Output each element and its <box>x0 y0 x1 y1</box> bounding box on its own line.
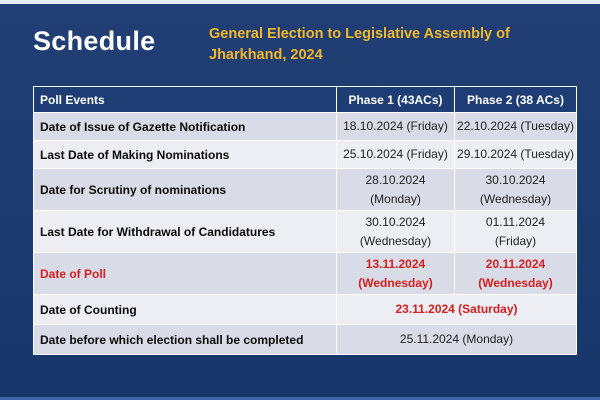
event-label: Date of Counting <box>34 295 337 325</box>
combined-value: 25.11.2024 (Monday) <box>337 325 577 355</box>
event-label: Last Date of Making Nominations <box>34 141 337 169</box>
phase-2-date: 01.11.2024 <box>485 214 546 229</box>
table-row-counting <box>34 295 577 325</box>
event-label: Date of Poll <box>34 253 337 295</box>
header-phase-2: Phase 2 (38 ACs) <box>455 87 577 113</box>
slide-title: Schedule <box>33 26 156 56</box>
phase-1-date: 13.11.2024 <box>365 256 426 271</box>
phase-2-value: 22.10.2024 (Tuesday) <box>455 113 577 141</box>
table-row-poll <box>34 253 577 295</box>
phase-1-value: 25.10.2024 (Friday) <box>337 141 455 169</box>
phase-2-day: (Wednesday) <box>478 275 553 290</box>
phase-2-day: (Friday) <box>494 233 537 248</box>
slide-subtitle: General Election to Legislative Assembly of Jharkhand, 2024 <box>209 26 510 63</box>
phase-2-value <box>455 253 577 295</box>
table-row <box>34 169 577 211</box>
combined-value: 23.11.2024 (Saturday) <box>337 295 577 325</box>
phase-2-date: 30.10.2024 <box>485 172 546 187</box>
phase-1-day: (Monday) <box>370 191 421 206</box>
phase-2-value <box>455 211 577 253</box>
phase-1-value <box>337 169 455 211</box>
event-label: Date for Scrutiny of nominations <box>34 169 337 211</box>
phase-1-date: 28.10.2024 <box>365 172 426 187</box>
phase-1-value: 18.10.2024 (Friday) <box>337 113 455 141</box>
phase-1-value <box>337 211 455 253</box>
schedule-table <box>33 86 577 355</box>
table-row <box>34 141 577 169</box>
event-label: Last Date for Withdrawal of Candidatures <box>34 211 337 253</box>
phase-2-value <box>455 169 577 211</box>
table-header-row <box>34 87 577 113</box>
phase-2-date: 20.11.2024 <box>485 256 546 271</box>
phase-1-day: (Wednesday) <box>358 275 433 290</box>
event-label: Date of Issue of Gazette Notification <box>34 113 337 141</box>
phase-2-day: (Wednesday) <box>479 191 552 206</box>
event-label: Date before which election shall be completed <box>34 325 337 355</box>
table-row <box>34 325 577 355</box>
table-row <box>34 113 577 141</box>
table-row <box>34 211 577 253</box>
header-phase-1: Phase 1 (43ACs) <box>337 87 455 113</box>
phase-1-date: 30.10.2024 <box>365 214 426 229</box>
phase-1-day: (Wednesday) <box>359 233 432 248</box>
phase-1-value <box>337 253 455 295</box>
phase-2-value: 29.10.2024 (Tuesday) <box>455 141 577 169</box>
header-poll-events: Poll Events <box>34 87 337 113</box>
